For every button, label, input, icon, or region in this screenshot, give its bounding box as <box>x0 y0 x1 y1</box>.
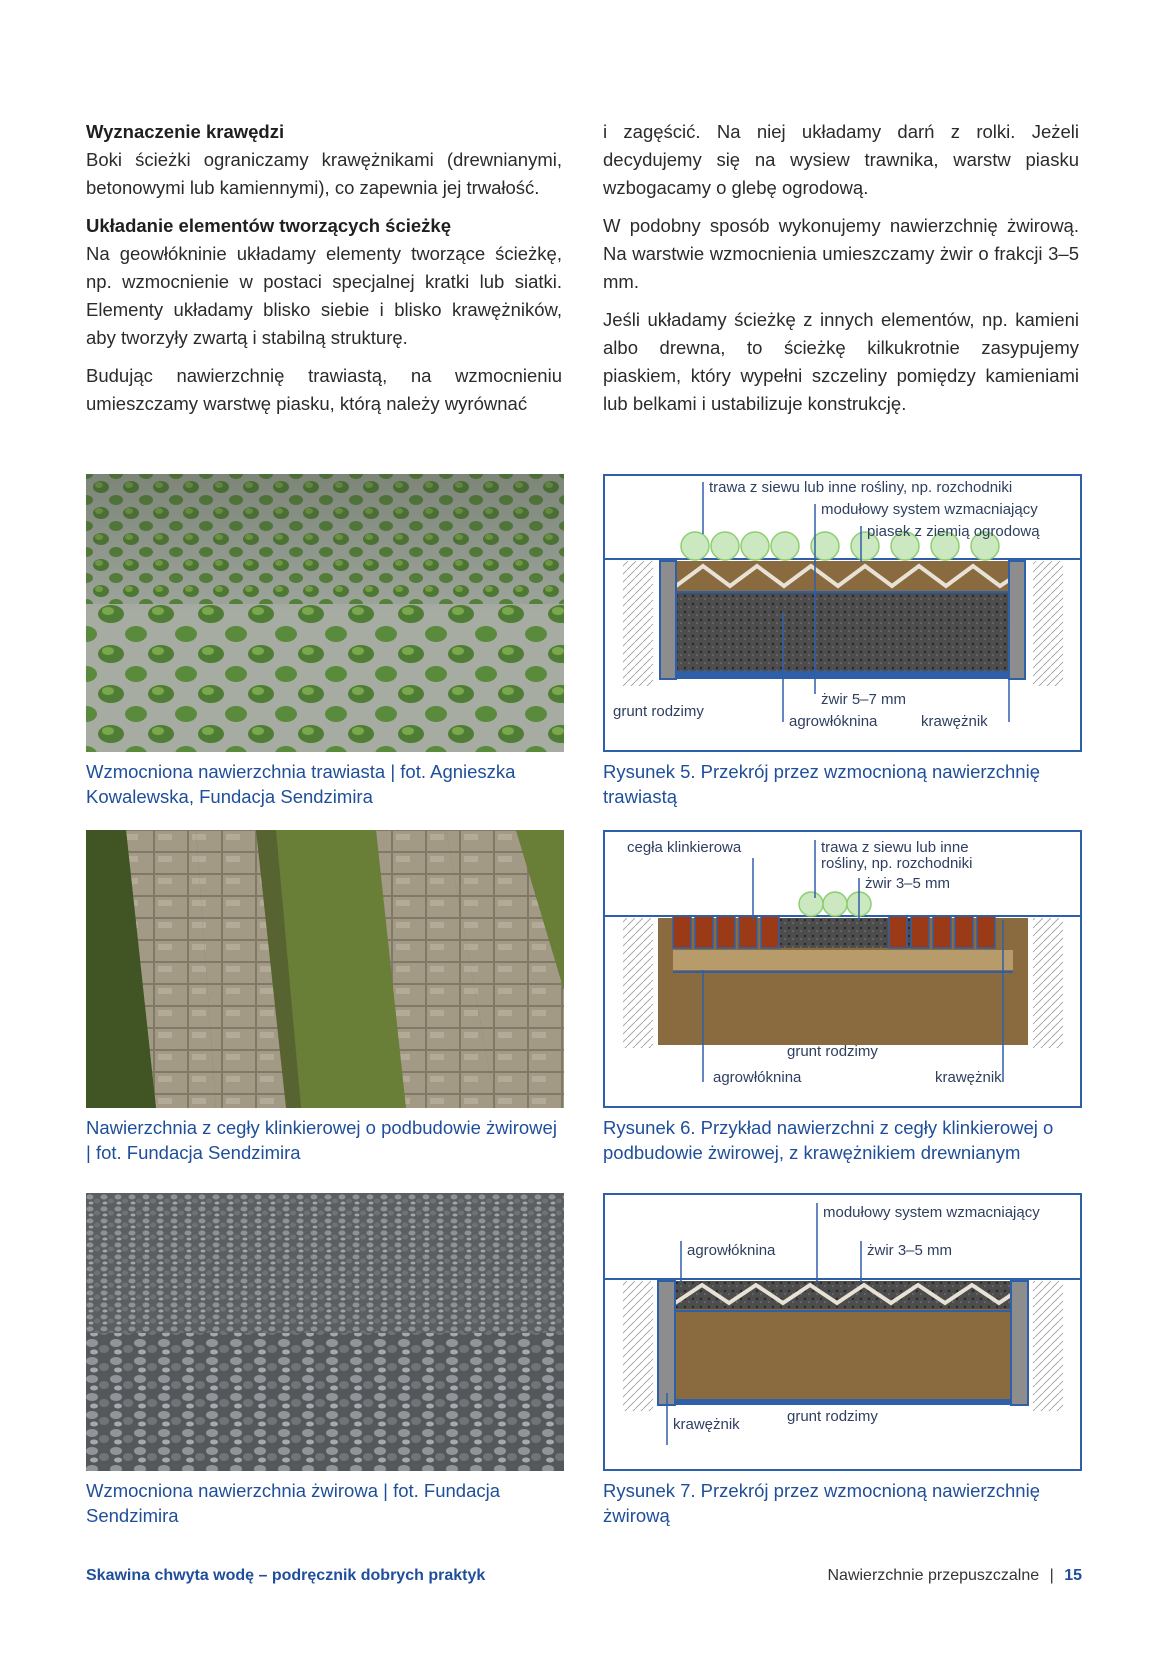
figure-6-brick-section <box>603 830 1082 1108</box>
fig7-label-ground: grunt rodzimy <box>787 1408 878 1425</box>
footer-section <box>827 1567 1082 1585</box>
photo-gravel <box>86 1193 564 1471</box>
fig6-label-ground: grunt rodzimy <box>787 1043 878 1060</box>
heading-edges: Wyznaczenie krawędzi <box>86 121 285 142</box>
caption-photo-gravel: Wzmocniona nawierzchnia żwirowa | fot. Fundacja Sendzimira <box>86 1480 501 1526</box>
fig6-label-brick: cegła klinkierowa <box>627 839 742 856</box>
fig6-label-gravel: żwir 3–5 mm <box>865 875 951 892</box>
photo-clinker-brick <box>86 830 564 1108</box>
paragraph-edges: Boki ścieżki ograniczamy krawężnikami (drewnianymi, betonowymi lub kamiennymi), co zapewnia jej trwałość. <box>86 149 562 198</box>
photo-grass-pavers <box>86 474 564 752</box>
fig5-label-grass: trawa z siewu lub inne rośliny, np. rozchodniki <box>709 479 1013 496</box>
footer-separator: | <box>1049 1567 1054 1584</box>
fig5-label-module: modułowy system wzmacniający <box>821 501 1038 518</box>
fig7-label-curb: krawężnik <box>673 1416 740 1433</box>
fig6-label-grass-b: rośliny, np. rozchodniki <box>821 855 973 872</box>
caption-photo-grass: Wzmocniona nawierzchnia trawiasta | fot. Agnieszka Kowalewska, Fundacja Sendzimira <box>86 761 516 807</box>
fig6-label-curb: krawężnik <box>935 1069 1002 1086</box>
heading-laying-elements: Układanie elementów tworzących ścieżkę <box>86 215 452 236</box>
fig5-label-geotextile: agrowłóknina <box>789 713 878 730</box>
footer-publication-title: Skawina chwyta wodę – podręcznik dobrych praktyk <box>86 1567 486 1584</box>
page-number: 15 <box>1064 1567 1082 1584</box>
text-column-right <box>603 118 1079 428</box>
paragraph-laying-elements: Na geowłókninie układamy elementy tworzące ścieżkę, np. wzmocnienie w postaci specjalnej kratki lub siatki. Elementy układamy blisko siebie i blisko krawężników, aby tworzyły zwartą i stabilną strukturę. <box>86 243 562 348</box>
fig5-label-curb: krawężnik <box>921 713 988 730</box>
fig7-label-gravel: żwir 3–5 mm <box>867 1242 953 1259</box>
figure-5-grass-section <box>603 474 1082 752</box>
paragraph-other-elements: Jeśli układamy ścieżkę z innych elementów, np. kamieni albo drewna, to ścieżkę kilkukrotnie zasypujemy piaskiem, który wypełni szczeliny pomiędzy kamieniami lub belkami i ustabilizuje konstrukcję. <box>603 309 1079 414</box>
paragraph-gravel-surface: W podobny sposób wykonujemy nawierzchnię żwirową. Na warstwie wzmocnienia umieszczamy żwir o frakcji 3–5 mm. <box>603 215 1079 292</box>
caption-photo-brick: Nawierzchnia z cegły klinkierowej o podbudowie żwirowej | fot. Fundacja Sendzimira <box>86 1117 557 1163</box>
fig6-label-geotextile: agrowłóknina <box>713 1069 802 1086</box>
caption-figure-6: Rysunek 6. Przykład nawierzchni z cegły klinkierowej o podbudowie żwirowej, z krawężnikiem drewnianym <box>603 1117 1054 1163</box>
paragraph-grass-surface: Budując nawierzchnię trawiastą, na wzmocnieniu umieszczamy warstwę piasku, którą należy wyrównać <box>86 365 562 414</box>
footer-section-name: Nawierzchnie przepuszczalne <box>827 1567 1040 1584</box>
fig7-label-geotextile: agrowłóknina <box>687 1242 776 1259</box>
figure-7-gravel-section <box>603 1193 1082 1471</box>
fig6-label-grass-a: trawa z siewu lub inne <box>821 839 969 856</box>
text-column-left <box>86 118 562 428</box>
caption-figure-7: Rysunek 7. Przekrój przez wzmocnioną nawierzchnię żwirową <box>603 1480 1040 1526</box>
fig7-label-module: modułowy system wzmacniający <box>823 1204 1040 1221</box>
fig5-label-ground: grunt rodzimy <box>613 703 704 720</box>
fig5-label-sand: piasek z ziemią ogrodową <box>867 523 1040 540</box>
fig5-label-gravel: żwir 5–7 mm <box>821 691 907 708</box>
paragraph-continuation: i zagęścić. Na niej układamy darń z rolki. Jeżeli decydujemy się na wysiew trawnika, warstw piasku wzbogacamy o glebę ogrodową. <box>603 121 1079 198</box>
caption-figure-5: Rysunek 5. Przekrój przez wzmocnioną nawierzchnię trawiastą <box>603 761 1040 807</box>
